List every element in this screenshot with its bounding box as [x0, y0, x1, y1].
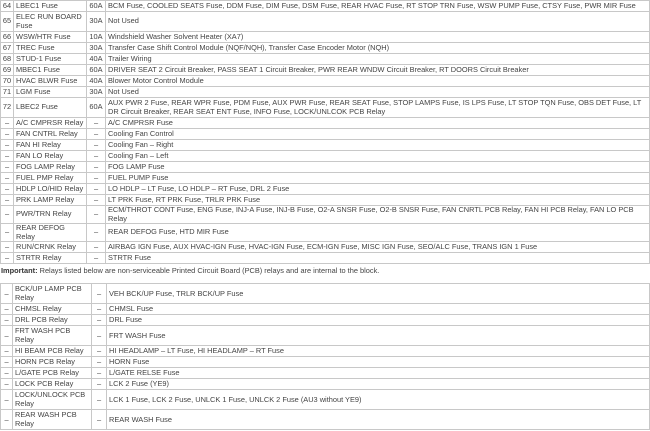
fuse-number-cell: – [1, 304, 13, 315]
table-row [1, 206, 650, 224]
amperage-cell: – [87, 173, 106, 184]
fuse-name-cell: TREC Fuse [14, 43, 87, 54]
table-row [1, 76, 650, 87]
amperage-cell: – [87, 129, 106, 140]
usage-cell: AIRBAG IGN Fuse, AUX HVAC-IGN Fuse, HVAC-IGN Fuse, ECM-IGN Fuse, MISC IGN Fuse, SEO/ALC Fuse, TRANS IGN 1 Fuse [106, 242, 650, 253]
table-row [1, 140, 650, 151]
table-row [1, 195, 650, 206]
fuse-name-cell: RUN/CRNK Relay [14, 242, 87, 253]
table-row [1, 379, 650, 390]
fuse-number-cell: – [1, 206, 14, 224]
amperage-cell: – [92, 379, 107, 390]
fuse-name-cell: FUEL PMP Relay [14, 173, 87, 184]
fuse-name-cell: LOCK PCB Relay [13, 379, 92, 390]
table-row [1, 32, 650, 43]
usage-cell: Transfer Case Shift Control Module (NQF/NQH), Transfer Case Encoder Motor (NQH) [106, 43, 650, 54]
table-row [1, 346, 650, 357]
fuse-name-cell: FAN HI Relay [14, 140, 87, 151]
amperage-cell: 40A [87, 54, 106, 65]
amperage-cell: 30A [87, 43, 106, 54]
fuse-number-cell: – [1, 357, 13, 368]
table-row [1, 368, 650, 379]
fuse-number-cell: 64 [1, 1, 14, 12]
fuse-name-cell: BCK/UP LAMP PCB Relay [13, 284, 92, 304]
fuse-number-cell: – [1, 379, 13, 390]
amperage-cell: 30A [87, 87, 106, 98]
amperage-cell: – [87, 206, 106, 224]
table-row [1, 357, 650, 368]
fuse-number-cell: – [1, 368, 13, 379]
fuse-name-cell: HI BEAM PCB Relay [13, 346, 92, 357]
usage-cell: Not Used [106, 87, 650, 98]
usage-cell: VEH BCK/UP Fuse, TRLR BCK/UP Fuse [107, 284, 650, 304]
amperage-cell: – [87, 140, 106, 151]
usage-cell: FUEL PUMP Fuse [106, 173, 650, 184]
fuse-number-cell: – [1, 162, 14, 173]
amperage-cell: – [92, 315, 107, 326]
table-row [1, 118, 650, 129]
fuse-number-cell: 67 [1, 43, 14, 54]
usage-cell: LCK 2 Fuse (YE9) [107, 379, 650, 390]
fuse-number-cell: 65 [1, 12, 14, 32]
usage-cell: AUX PWR 2 Fuse, REAR WPR Fuse, PDM Fuse, AUX PWR Fuse, REAR SEAT Fuse, STOP LAMPS Fuse, IS LPS Fuse, LT STOP TQN Fuse, OBS DET Fuse, LT DR Circuit Breaker, REAR SEAT ENT Fuse, INFO Fuse, LOCK/UNLCOK PCB Relay [106, 98, 650, 118]
amperage-cell: – [87, 242, 106, 253]
amperage-cell: – [87, 195, 106, 206]
table-row [1, 284, 650, 304]
fuse-number-cell: – [1, 140, 14, 151]
fuse-number-cell: 72 [1, 98, 14, 118]
fuse-name-cell: STRTR Relay [14, 253, 87, 264]
usage-cell: HI HEADLAMP – LT Fuse, HI HEADLAMP – RT Fuse [107, 346, 650, 357]
amperage-cell: – [92, 346, 107, 357]
fuse-number-cell: – [1, 129, 14, 140]
table-row [1, 390, 650, 410]
table-row [1, 151, 650, 162]
fuse-name-cell: LBEC1 Fuse [14, 1, 87, 12]
fuse-number-cell: 68 [1, 54, 14, 65]
usage-cell: Cooling Fan – Right [106, 140, 650, 151]
fuse-number-cell: – [1, 195, 14, 206]
fuse-number-cell: – [1, 315, 13, 326]
usage-cell: BCM Fuse, COOLED SEATS Fuse, DDM Fuse, DIM Fuse, DSM Fuse, REAR HVAC Fuse, RT STOP TRN Fuse, WSW PUMP Fuse, CTSY Fuse, PWR MIR Fuse [106, 1, 650, 12]
fuse-name-cell: WSW/HTR Fuse [14, 32, 87, 43]
important-text: Relays listed below are non-serviceable Printed Circuit Board (PCB) relays and are internal to the block. [37, 266, 380, 276]
usage-cell: DRL Fuse [107, 315, 650, 326]
usage-cell: HORN Fuse [107, 357, 650, 368]
amperage-cell: 60A [87, 1, 106, 12]
table-row [1, 54, 650, 65]
fuse-number-cell: – [1, 184, 14, 195]
amperage-cell: – [92, 326, 107, 346]
usage-cell: ECM/THROT CONT Fuse, ENG Fuse, INJ-A Fuse, INJ-B Fuse, O2-A SNSR Fuse, O2-B SNSR Fuse, FAN CNRTL PCB Relay, FAN HI PCB Relay, FAN LO PCB Relay [106, 206, 650, 224]
fuse-name-cell: L/GATE PCB Relay [13, 368, 92, 379]
fuse-number-cell: – [1, 410, 13, 430]
fuse-number-cell: – [1, 242, 14, 253]
amperage-cell: – [92, 357, 107, 368]
fuse-name-cell: CHMSL Relay [13, 304, 92, 315]
table-row [1, 162, 650, 173]
table-row [1, 304, 650, 315]
fuse-number-cell: 70 [1, 76, 14, 87]
fuse-name-cell: LOCK/UNLOCK PCB Relay [13, 390, 92, 410]
fuse-name-cell: HORN PCB Relay [13, 357, 92, 368]
fuse-name-cell: STUD-1 Fuse [14, 54, 87, 65]
usage-cell: DRIVER SEAT 2 Circuit Breaker, PASS SEAT 1 Circuit Breaker, PWR REAR WNDW Circuit Breaker, RT DOORS Circuit Breaker [106, 65, 650, 76]
usage-cell: CHMSL Fuse [107, 304, 650, 315]
usage-cell: LCK 1 Fuse, LCK 2 Fuse, UNLCK 1 Fuse, UNLCK 2 Fuse (AU3 without YE9) [107, 390, 650, 410]
amperage-cell: – [87, 162, 106, 173]
amperage-cell: 40A [87, 76, 106, 87]
fuse-name-cell: ELEC RUN BOARD Fuse [14, 12, 87, 32]
table-row [1, 65, 650, 76]
fuse-name-cell: FAN CNTRL Relay [14, 129, 87, 140]
amperage-cell: – [87, 118, 106, 129]
fuse-name-cell: FAN LO Relay [14, 151, 87, 162]
amperage-cell: – [92, 390, 107, 410]
usage-cell: REAR DEFOG Fuse, HTD MIR Fuse [106, 224, 650, 242]
table-row [1, 410, 650, 430]
table-row [1, 326, 650, 346]
usage-cell: Not Used [106, 12, 650, 32]
fuse-number-cell: 71 [1, 87, 14, 98]
usage-cell: LT PRK Fuse, RT PRK Fuse, TRLR PRK Fuse [106, 195, 650, 206]
section-spacer [0, 276, 650, 283]
amperage-cell: – [87, 184, 106, 195]
table-row [1, 12, 650, 32]
amperage-cell: 10A [87, 32, 106, 43]
fuse-name-cell: HDLP LO/HID Relay [14, 184, 87, 195]
table-row [1, 253, 650, 264]
table-row [1, 224, 650, 242]
fuse-number-cell: – [1, 224, 14, 242]
fuse-number-cell: 69 [1, 65, 14, 76]
amperage-cell: – [92, 368, 107, 379]
usage-cell: REAR WASH Fuse [107, 410, 650, 430]
table-row [1, 87, 650, 98]
fuse-name-cell: HVAC BLWR Fuse [14, 76, 87, 87]
fuse-number-cell: – [1, 326, 13, 346]
table-row [1, 98, 650, 118]
amperage-cell: – [87, 151, 106, 162]
fuse-number-cell: – [1, 118, 14, 129]
fuse-number-cell: 66 [1, 32, 14, 43]
usage-cell: L/GATE RELSE Fuse [107, 368, 650, 379]
usage-cell: Cooling Fan – Left [106, 151, 650, 162]
fuse-name-cell: PRK LAMP Relay [14, 195, 87, 206]
usage-cell: Blower Motor Control Module [106, 76, 650, 87]
fuse-number-cell: – [1, 253, 14, 264]
fuse-name-cell: REAR WASH PCB Relay [13, 410, 92, 430]
fuse-number-cell: – [1, 151, 14, 162]
usage-cell: A/C CMPRSR Fuse [106, 118, 650, 129]
usage-cell: FOG LAMP Fuse [106, 162, 650, 173]
usage-cell: Trailer Wiring [106, 54, 650, 65]
fuse-name-cell: PWR/TRN Relay [14, 206, 87, 224]
table-row [1, 315, 650, 326]
table-row [1, 184, 650, 195]
important-note [0, 264, 650, 276]
fuse-name-cell: MBEC1 Fuse [14, 65, 87, 76]
fuse-number-cell: – [1, 346, 13, 357]
fuse-name-cell: FRT WASH PCB Relay [13, 326, 92, 346]
fuse-name-cell: REAR DEFOG Relay [14, 224, 87, 242]
pcb-relay-table [0, 283, 650, 430]
fuse-number-cell: – [1, 390, 13, 410]
table-row [1, 1, 650, 12]
table-row [1, 173, 650, 184]
amperage-cell: – [92, 410, 107, 430]
amperage-cell: – [92, 304, 107, 315]
amperage-cell: 60A [87, 98, 106, 118]
table-row [1, 129, 650, 140]
amperage-cell: – [87, 224, 106, 242]
amperage-cell: 30A [87, 12, 106, 32]
fuse-number-cell: – [1, 284, 13, 304]
table-row [1, 43, 650, 54]
fuse-name-cell: A/C CMPRSR Relay [14, 118, 87, 129]
fuse-name-cell: LGM Fuse [14, 87, 87, 98]
fuse-table-body [1, 1, 650, 264]
table-row [1, 242, 650, 253]
usage-cell: STRTR Fuse [106, 253, 650, 264]
amperage-cell: – [92, 284, 107, 304]
usage-cell: Cooling Fan Control [106, 129, 650, 140]
pcb-relay-table-body [1, 284, 650, 430]
fuse-number-cell: – [1, 173, 14, 184]
amperage-cell: – [87, 253, 106, 264]
fuse-name-cell: FOG LAMP Relay [14, 162, 87, 173]
usage-cell: LO HDLP – LT Fuse, LO HDLP – RT Fuse, DRL 2 Fuse [106, 184, 650, 195]
usage-cell: Windshield Washer Solvent Heater (XA7) [106, 32, 650, 43]
fuse-name-cell: LBEC2 Fuse [14, 98, 87, 118]
fuse-name-cell: DRL PCB Relay [13, 315, 92, 326]
amperage-cell: 60A [87, 65, 106, 76]
usage-cell: FRT WASH Fuse [107, 326, 650, 346]
important-label: Important: [1, 266, 38, 276]
